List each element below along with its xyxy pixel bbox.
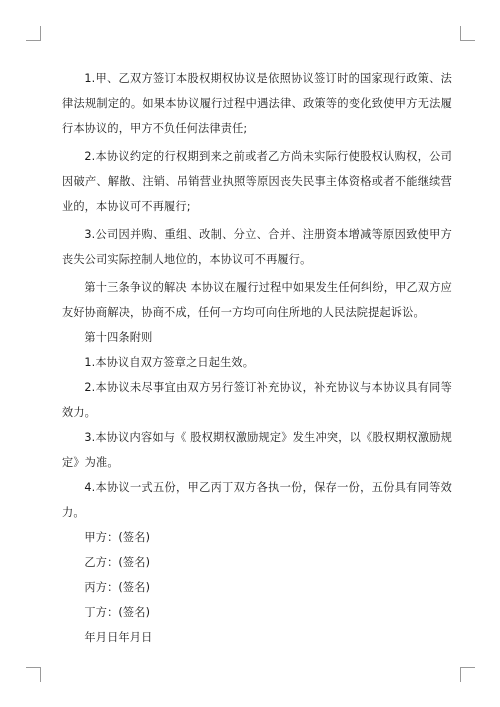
clause-2-paragraph: 2.本协议约定的行权期到来之前或者乙方尚未实际行使股权认购权，公司因破产、解散、注销、吊销营业执照等原因丧失民事主体资格或者不能继续营业的，本协议可不再履行;	[62, 150, 452, 213]
crop-mark-bottom-right	[460, 667, 475, 682]
crop-mark-top-right	[460, 26, 475, 41]
supplementary-clause-4: 4.本协议一式五份，甲乙丙丁双方各执一份，保存一份，五份具有同等效力。	[62, 481, 452, 519]
crop-mark-top-left	[26, 26, 41, 41]
signature-party-c: 丙方：(签名)	[84, 581, 151, 594]
signature-party-a: 甲方：(签名)	[84, 531, 151, 544]
supplementary-clause-2: 2.本协议未尽事宜由双方另行签订补充协议，补充协议与本协议具有同等效力。	[62, 381, 452, 419]
signature-party-d: 丁方：(签名)	[84, 606, 151, 619]
supplementary-clause-1: 1.本协议自双方签章之日起生效。	[84, 356, 255, 369]
article-13-dispute-paragraph: 第十三条争议的解决 本协议在履行过程中如果发生任何纠纷，甲乙双方应友好协商解决，协商不成，任何一方均可向住所地的人民法院提起诉讼。	[62, 281, 452, 319]
clause-3-paragraph: 3.公司因并购、重组、改制、分立、合并、注册资本增减等原因致使甲方丧失公司实际控制人地位的，本协议可不再履行。	[62, 228, 452, 266]
signature-party-b: 乙方：(签名)	[84, 556, 151, 569]
signature-date-line: 年月日年月日	[84, 631, 153, 644]
clause-1-paragraph: 1.甲、乙双方签订本股权期权协议是依照协议签订时的国家现行政策、法律法规制定的。如果本协议履行过程中遇法律、政策等的变化致使甲方无法履行本协议的，甲方不负任何法律责任;	[62, 72, 452, 135]
document-body	[62, 66, 452, 650]
crop-mark-bottom-left	[26, 667, 41, 682]
article-14-heading: 第十四条附则	[84, 331, 153, 344]
supplementary-clause-3: 3.本协议内容如与《 股权期权激励规定》发生冲突，以《股权期权激励规定》为准。	[62, 431, 452, 469]
